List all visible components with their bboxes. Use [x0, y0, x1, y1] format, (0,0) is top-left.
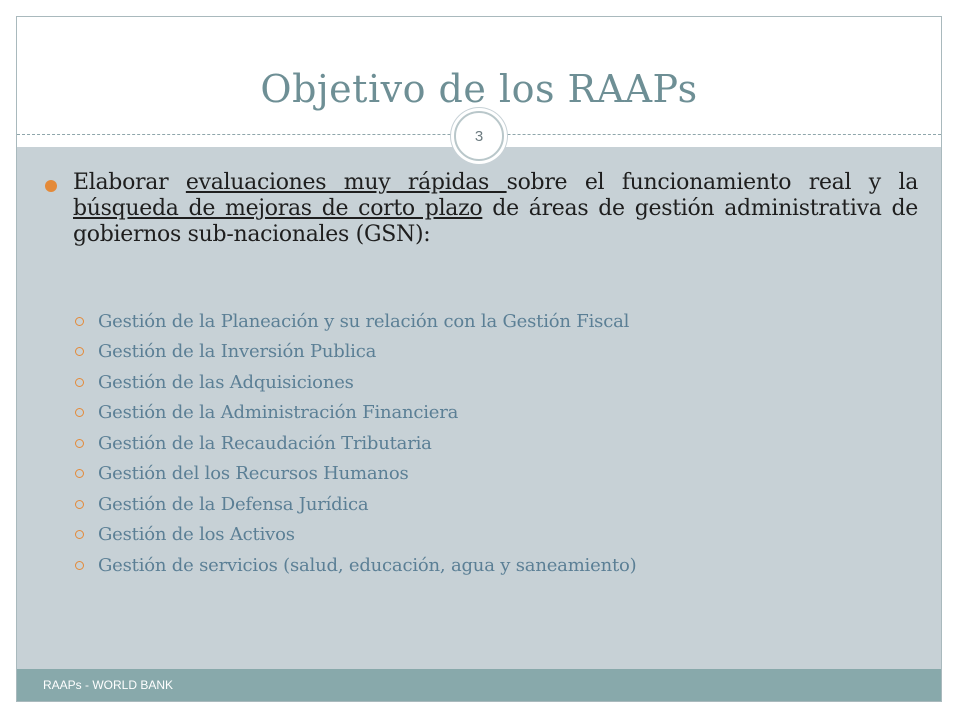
list-item: [75, 337, 636, 368]
list-item: [75, 367, 636, 398]
ring-bullet-icon: [75, 347, 84, 356]
list-item: [75, 459, 636, 490]
main-bullet-text: [73, 170, 918, 248]
slide-title: Objetivo de los RAAPs: [260, 67, 698, 111]
list-item-label: Gestión de la Inversión Publica: [98, 341, 377, 363]
list-item-label: Gestión de la Planeación y su relación con la Gestión Fiscal: [98, 310, 630, 332]
list-item: [75, 428, 636, 459]
list-item: [75, 489, 636, 520]
underlined-phrase-evaluaciones: evaluaciones muy rápidas: [185, 170, 507, 195]
ring-bullet-icon: [75, 500, 84, 509]
bullet-dot-icon: [45, 180, 57, 192]
footer-label: RAAPs - WORLD BANK: [43, 678, 174, 692]
list-item-label: Gestión de la Administración Financiera: [98, 402, 459, 424]
list-item-label: Gestión de las Adquisiciones: [98, 371, 354, 393]
ring-bullet-icon: [75, 408, 84, 417]
ring-bullet-icon: [75, 317, 84, 326]
list-item: [75, 520, 636, 551]
page-number: 3: [474, 127, 484, 145]
main-bullet: [45, 170, 935, 248]
list-item-label: Gestión de la Defensa Jurídica: [98, 493, 369, 515]
footer-bar: [17, 669, 941, 701]
main-text-part: de áreas de gestión administrativa de gobiernos sub-nacionales (GSN):: [73, 196, 918, 247]
sub-bullet-list: [75, 306, 636, 581]
list-item-label: Gestión de servicios (salud, educación, agua y saneamiento): [98, 554, 637, 576]
list-item: [75, 398, 636, 429]
list-item: [75, 550, 636, 581]
ring-bullet-icon: [75, 469, 84, 478]
ring-bullet-icon: [75, 530, 84, 539]
slide: [16, 16, 942, 702]
underlined-phrase-mejoras: búsqueda de mejoras de corto plazo: [73, 196, 483, 221]
page-number-badge: [454, 111, 504, 161]
main-text-part: sobre el funcionamiento real y la: [506, 170, 919, 195]
ring-bullet-icon: [75, 561, 84, 570]
list-item: [75, 306, 636, 337]
main-text-part: Elaborar: [73, 170, 186, 195]
list-item-label: Gestión de los Activos: [98, 524, 295, 546]
list-item-label: Gestión del los Recursos Humanos: [98, 463, 409, 485]
list-item-label: Gestión de la Recaudación Tributaria: [98, 432, 432, 454]
ring-bullet-icon: [75, 378, 84, 387]
ring-bullet-icon: [75, 439, 84, 448]
